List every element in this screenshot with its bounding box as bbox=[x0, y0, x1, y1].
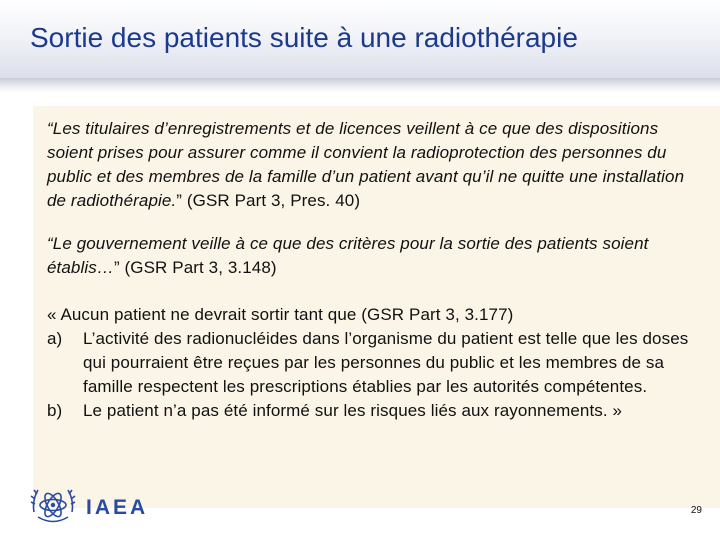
list-item-text: Le patient n’a pas été informé sur les risques liés aux rayonnements. » bbox=[83, 401, 623, 420]
quote-paragraph-2 bbox=[47, 232, 707, 280]
quote-2-reference: ” (GSR Part 3, 3.148) bbox=[113, 258, 277, 277]
list-item-letter: b) bbox=[47, 401, 63, 420]
list-item-text: L’activité des radionucléides dans l’organisme du patient est telle que les doses qui pourraient être reçues par les personnes du public et les membres de sa famille respectent les prescriptions établies par les autorités compétentes. bbox=[83, 329, 689, 396]
quote-1-reference: ” (GSR Part 3, Pres. 40) bbox=[176, 191, 361, 210]
slide-body bbox=[47, 117, 707, 423]
iaea-emblem-icon bbox=[26, 482, 80, 533]
page-number: 29 bbox=[690, 505, 702, 516]
quote-paragraph-1 bbox=[47, 117, 707, 213]
iaea-logo-text: IAEA bbox=[86, 495, 149, 519]
quote-2-text: “Le gouvernement veille à ce que des critères pour la sortie des patients soient établis… bbox=[47, 234, 649, 277]
slide-title: Sortie des patients suite à une radiothérapie bbox=[30, 22, 578, 53]
iaea-logo bbox=[26, 482, 148, 533]
list-item bbox=[47, 327, 707, 399]
header-shadow bbox=[0, 78, 720, 92]
list-item-letter: a) bbox=[47, 329, 63, 348]
quote-1-text: “Les titulaires d’enregistrements et de licences veillent à ce que des dispositions soient prises pour assurer comme il convient la radioprotection des personnes du public et des membres de la famille d’un patient avant qu’il ne quitte une installation de radiothérapie. bbox=[47, 119, 685, 210]
list-intro: « Aucun patient ne devrait sortir tant que (GSR Part 3, 3.177) bbox=[47, 305, 514, 324]
list-item bbox=[47, 399, 707, 423]
